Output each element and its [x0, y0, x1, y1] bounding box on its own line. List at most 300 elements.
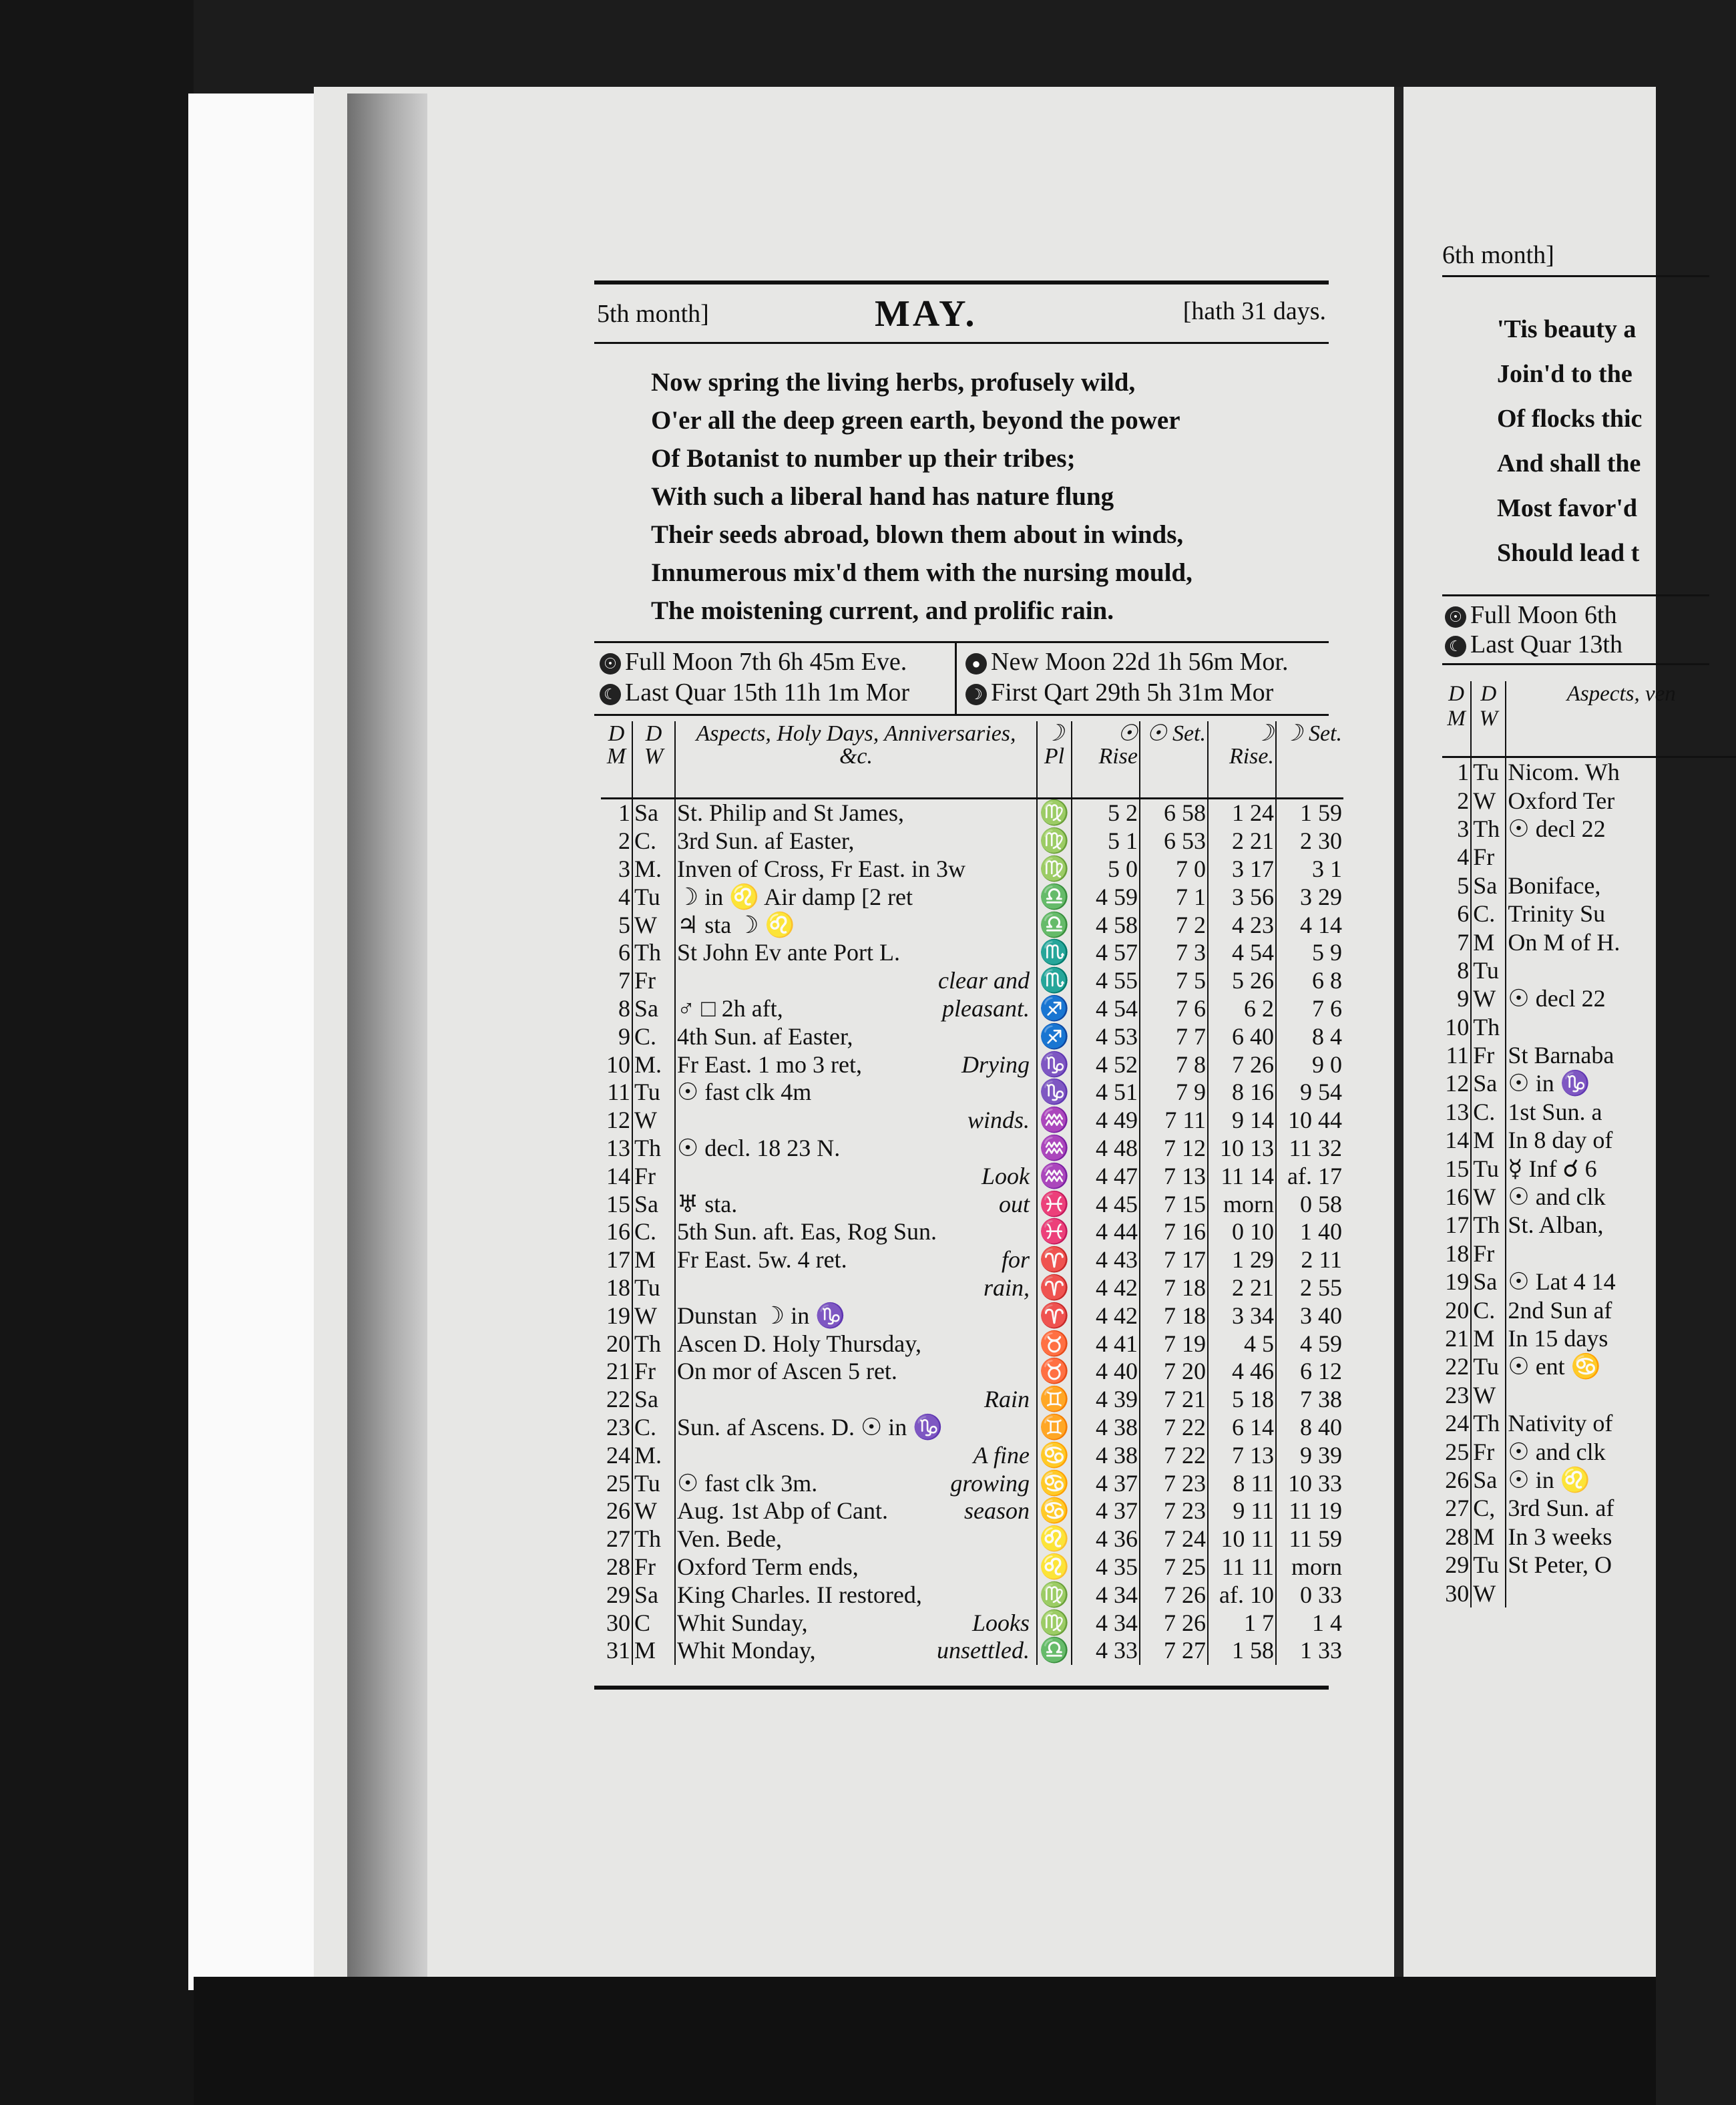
- aspect-text: 5th Sun. aft. Eas, Rog Sun.: [677, 1218, 937, 1246]
- table-row: [601, 1190, 1343, 1218]
- sun-set-cell: 7 11: [1140, 1107, 1208, 1135]
- aspect-text: King Charles. II restored,: [677, 1581, 922, 1608]
- moon-set-cell: 1 33: [1276, 1637, 1343, 1665]
- day-cell: 27: [1445, 1495, 1470, 1522]
- moon-place-cell: ♍: [1037, 799, 1072, 827]
- day-cell: 25: [1445, 1438, 1470, 1465]
- poem: [651, 363, 1292, 630]
- table-row: [1442, 872, 1736, 900]
- aspect-text: Ascen D. Holy Thursday,: [677, 1330, 921, 1357]
- moon-rise-cell: 4 46: [1208, 1358, 1276, 1386]
- day-cell: 3: [618, 855, 630, 882]
- moon-place-cell: ♒: [1037, 1107, 1072, 1135]
- moon-rise-cell: 3 17: [1208, 855, 1276, 884]
- moon-place-cell: ♈: [1037, 1302, 1072, 1330]
- moon-place-cell: ♊: [1037, 1414, 1072, 1442]
- aspect-text: 3rd Sun. af Easter,: [677, 827, 855, 855]
- moon-rise-cell: 1 58: [1208, 1637, 1276, 1665]
- moon-set-cell: 11 59: [1276, 1525, 1343, 1553]
- new-moon-icon: ●: [965, 653, 987, 675]
- day-cell: 22: [606, 1386, 630, 1413]
- table-row: [601, 883, 1343, 911]
- weekday-cell: Fr: [632, 1553, 675, 1581]
- day-cell: 11: [607, 1079, 630, 1106]
- day-cell: 6: [618, 939, 630, 966]
- aspect-text: Sun. af Ascens. D. ☉ in ♑: [677, 1413, 943, 1441]
- day-cell: 8: [618, 994, 630, 1022]
- weekday-cell: Sa: [1471, 1069, 1506, 1097]
- moon-place-cell: ♏: [1037, 939, 1072, 967]
- weather-note: Look: [982, 1162, 1030, 1189]
- weekday-cell: W: [632, 1107, 675, 1135]
- weekday-cell: Sa: [1471, 1466, 1506, 1494]
- sun-rise-cell: 4 45: [1072, 1190, 1140, 1218]
- poem-line: Most favor'd: [1497, 494, 1638, 522]
- table-row: [1442, 1494, 1736, 1522]
- table-row: [1442, 1551, 1736, 1579]
- sun-set-cell: 7 7: [1140, 1022, 1208, 1050]
- sun-set-cell: 7 21: [1140, 1386, 1208, 1414]
- weekday-cell: C.: [632, 827, 675, 855]
- calendar-body: [601, 799, 1343, 1665]
- day-cell: 15: [606, 1190, 630, 1217]
- col-day-of-month: D M: [601, 721, 632, 799]
- aspect-cell: [675, 1302, 1037, 1330]
- sun-rise-cell: 4 52: [1072, 1050, 1140, 1079]
- table-row: [1442, 1268, 1736, 1296]
- table-row: [601, 1609, 1343, 1637]
- moon-set-cell: 9 0: [1276, 1050, 1343, 1079]
- weather-note: Drying: [961, 1050, 1030, 1078]
- weekday-cell: Tu: [1471, 1352, 1506, 1380]
- day-cell: 13: [1445, 1098, 1470, 1125]
- moon-set-cell: morn: [1276, 1553, 1343, 1581]
- june-full-moon-text: Full Moon 6th: [1470, 601, 1617, 629]
- weekday-cell: M: [1471, 1523, 1506, 1551]
- moon-rise-cell: af. 10: [1208, 1581, 1276, 1609]
- weekday-cell: Th: [1471, 1013, 1506, 1041]
- aspect-cell: [675, 1135, 1037, 1163]
- day-cell: 12: [1445, 1070, 1470, 1097]
- moon-rise-cell: 6 40: [1208, 1022, 1276, 1050]
- table-row: [1442, 1013, 1736, 1041]
- moon-rise-cell: 2 21: [1208, 827, 1276, 855]
- moon-place-cell: ♐: [1037, 1022, 1072, 1050]
- poem-line: The moistening current, and prolific rain.: [651, 596, 1114, 625]
- day-cell: 21: [606, 1358, 630, 1385]
- moon-place-cell: ♈: [1037, 1274, 1072, 1302]
- month-number-label: 5th month]: [597, 300, 709, 328]
- weather-note: growing: [950, 1469, 1030, 1497]
- poem-line: And shall the: [1497, 449, 1641, 477]
- aspect-text: 4th Sun. af Easter,: [677, 1022, 853, 1050]
- weekday-cell: Th: [632, 1135, 675, 1163]
- moon-rise-cell: 5 18: [1208, 1386, 1276, 1414]
- day-cell: 11: [1446, 1042, 1470, 1069]
- moon-set-cell: 11 19: [1276, 1497, 1343, 1525]
- moon-set-cell: 3 40: [1276, 1302, 1343, 1330]
- table-row: [601, 1525, 1343, 1553]
- moon-rise-cell: 8 16: [1208, 1079, 1276, 1107]
- aspect-cell: Nicom. Wh: [1506, 757, 1736, 787]
- last-quarter-icon: ☾: [600, 684, 621, 705]
- weekday-cell: M: [1471, 1324, 1506, 1352]
- aspect-cell: Boniface,: [1506, 872, 1736, 900]
- moon-set-cell: 1 4: [1276, 1609, 1343, 1637]
- table-row: [601, 1274, 1343, 1302]
- june-last-quarter-text: Last Quar 13th: [1470, 630, 1622, 658]
- aspect-cell: On M of H.: [1506, 928, 1736, 956]
- day-cell: 2: [1457, 787, 1470, 814]
- sun-set-cell: 7 15: [1140, 1190, 1208, 1218]
- weekday-cell: W: [1471, 984, 1506, 1012]
- moon-set-cell: 3 1: [1276, 855, 1343, 884]
- moon-set-cell: 6 12: [1276, 1358, 1343, 1386]
- sun-rise-cell: 4 37: [1072, 1469, 1140, 1497]
- weekday-cell: M: [1471, 928, 1506, 956]
- aspect-text: Inven of Cross, Fr East. in 3w: [677, 855, 965, 882]
- moon-place-cell: ♎: [1037, 1637, 1072, 1665]
- sun-set-cell: 7 12: [1140, 1135, 1208, 1163]
- table-row: [601, 1581, 1343, 1609]
- table-row: [601, 1358, 1343, 1386]
- moon-set-cell: 2 30: [1276, 827, 1343, 855]
- weekday-cell: M: [632, 1246, 675, 1274]
- poem-line: Of flocks thic: [1497, 405, 1643, 433]
- sun-rise-cell: 4 42: [1072, 1302, 1140, 1330]
- sun-rise-cell: 5 2: [1072, 799, 1140, 827]
- weather-note: rain,: [983, 1274, 1030, 1301]
- poem-line: Now spring the living herbs, profusely wild,: [651, 368, 1136, 397]
- aspect-cell: [675, 1497, 1037, 1525]
- table-row: [1442, 1466, 1736, 1494]
- moon-set-cell: 10 44: [1276, 1107, 1343, 1135]
- sun-set-cell: 7 9: [1140, 1079, 1208, 1107]
- moon-place-cell: ♉: [1037, 1330, 1072, 1358]
- sun-set-cell: 7 24: [1140, 1525, 1208, 1553]
- moon-set-cell: 8 40: [1276, 1414, 1343, 1442]
- sun-rise-cell: 4 48: [1072, 1135, 1140, 1163]
- sun-rise-cell: 4 34: [1072, 1581, 1140, 1609]
- aspect-cell: [675, 1162, 1037, 1190]
- poem-line: Innumerous mix'd them with the nursing mould,: [651, 558, 1192, 587]
- weekday-cell: M: [632, 1637, 675, 1665]
- moon-set-cell: 0 58: [1276, 1190, 1343, 1218]
- day-cell: 13: [606, 1134, 630, 1161]
- table-row: [1442, 843, 1736, 871]
- weekday-cell: M: [1471, 1126, 1506, 1154]
- poem-line: Join'd to the: [1497, 360, 1633, 388]
- first-quarter-text: First Qart 29th 5h 31m Mor: [991, 679, 1274, 707]
- day-cell: 10: [606, 1050, 630, 1078]
- col-day-of-month: D M: [1442, 681, 1471, 757]
- moon-set-cell: 9 39: [1276, 1441, 1343, 1469]
- sun-set-cell: 7 26: [1140, 1609, 1208, 1637]
- moon-rise-cell: 0 10: [1208, 1218, 1276, 1246]
- weekday-cell: W: [1471, 786, 1506, 814]
- new-moon-text: New Moon 22d 1h 56m Mor.: [991, 648, 1289, 676]
- days-count-label: [hath 31 days.: [1182, 297, 1326, 325]
- aspect-text: Ven. Bede,: [677, 1525, 782, 1553]
- moon-place-cell: ♉: [1037, 1358, 1072, 1386]
- col-day-of-week: D W: [1471, 681, 1506, 757]
- moon-set-cell: 0 33: [1276, 1581, 1343, 1609]
- aspect-cell: ☿ Inf ☌ 6: [1506, 1154, 1736, 1182]
- table-row: [1442, 1352, 1736, 1380]
- page-edge-shadow: [347, 93, 427, 1977]
- poem-line: 'Tis beauty a: [1497, 315, 1637, 343]
- day-cell: 7: [1457, 928, 1470, 956]
- sun-set-cell: 7 1: [1140, 883, 1208, 911]
- aspect-cell: [675, 1553, 1037, 1581]
- moon-place-cell: ♋: [1037, 1469, 1072, 1497]
- table-row: [1442, 1211, 1736, 1239]
- day-cell: 14: [1445, 1127, 1470, 1154]
- aspect-cell: ☉ ent ♋: [1506, 1352, 1736, 1380]
- aspect-cell: [675, 883, 1037, 911]
- col-moon-set: ☽ Set.: [1276, 721, 1343, 799]
- day-cell: 6: [1457, 900, 1470, 928]
- aspect-text: Fr East. 5w. 4 ret.: [677, 1246, 847, 1274]
- aspect-cell: [675, 799, 1037, 827]
- moon-set-cell: 1 59: [1276, 799, 1343, 827]
- aspect-cell: 1st Sun. a: [1506, 1098, 1736, 1126]
- sun-rise-cell: 5 1: [1072, 827, 1140, 855]
- moon-set-cell: 11 32: [1276, 1135, 1343, 1163]
- table-header-row: [1442, 681, 1736, 757]
- moon-rise-cell: 1 29: [1208, 1246, 1276, 1274]
- moon-rise-cell: 9 14: [1208, 1107, 1276, 1135]
- table-row: [1442, 1041, 1736, 1069]
- sun-set-cell: 7 3: [1140, 939, 1208, 967]
- table-row: [601, 1162, 1343, 1190]
- sun-rise-cell: 4 54: [1072, 995, 1140, 1023]
- new-moon: [965, 647, 1288, 677]
- sun-rise-cell: 4 44: [1072, 1218, 1140, 1246]
- last-quarter-icon: ☾: [1445, 636, 1466, 657]
- aspect-cell: ☉ and clk: [1506, 1183, 1736, 1211]
- day-cell: 10: [1445, 1013, 1470, 1040]
- aspect-cell: St Barnaba: [1506, 1041, 1736, 1069]
- weather-note: unsettled.: [937, 1637, 1030, 1664]
- day-cell: 23: [1445, 1381, 1470, 1408]
- day-cell: 9: [1457, 985, 1470, 1012]
- table-row: [601, 1330, 1343, 1358]
- full-moon-text: Full Moon 7th 6h 45m Eve.: [625, 648, 907, 676]
- moon-rise-cell: 11 14: [1208, 1162, 1276, 1190]
- sun-rise-cell: 5 0: [1072, 855, 1140, 884]
- sun-rise-cell: 4 53: [1072, 1022, 1140, 1050]
- weekday-cell: C,: [1471, 1494, 1506, 1522]
- poem-line: Of Botanist to number up their tribes;: [651, 444, 1076, 473]
- aspect-text: Whit Sunday,: [677, 1609, 808, 1636]
- aspect-cell: Trinity Su: [1506, 900, 1736, 928]
- weekday-cell: C.: [1471, 1296, 1506, 1324]
- table-row: [601, 939, 1343, 967]
- table-row: [601, 1218, 1343, 1246]
- full-moon: [600, 647, 907, 677]
- aspect-text: Dunstan ☽ in ♑: [677, 1302, 846, 1329]
- june-header-rule: [1442, 275, 1709, 277]
- day-cell: 18: [1445, 1239, 1470, 1267]
- day-cell: 21: [1445, 1325, 1470, 1352]
- aspect-cell: [675, 855, 1037, 884]
- aspect-text: Fr East. 1 mo 3 ret,: [677, 1050, 862, 1078]
- aspect-text: ☉ decl. 18 23 N.: [677, 1134, 841, 1161]
- full-moon-icon: ☉: [600, 653, 621, 675]
- day-cell: 19: [1445, 1268, 1470, 1296]
- bottom-rule: [594, 1686, 1329, 1690]
- day-cell: 1: [1457, 759, 1470, 786]
- day-cell: 2: [618, 827, 630, 855]
- table-row: [601, 967, 1343, 995]
- weekday-cell: Fr: [1471, 1239, 1506, 1268]
- weekday-cell: W: [632, 1302, 675, 1330]
- moon-place-cell: ♌: [1037, 1525, 1072, 1553]
- table-row: [601, 1107, 1343, 1135]
- aspect-cell: In 15 days: [1506, 1324, 1736, 1352]
- moon-set-cell: 10 33: [1276, 1469, 1343, 1497]
- day-cell: 14: [606, 1162, 630, 1189]
- day-cell: 8: [1457, 956, 1470, 984]
- table-row: [601, 1441, 1343, 1469]
- sun-rise-cell: 4 34: [1072, 1609, 1140, 1637]
- moon-place-cell: ♓: [1037, 1218, 1072, 1246]
- sun-set-cell: 7 0: [1140, 855, 1208, 884]
- table-row: [601, 1302, 1343, 1330]
- aspect-cell: ☉ in ♌: [1506, 1466, 1736, 1494]
- moon-phases: [594, 641, 1329, 716]
- table-row: [601, 1246, 1343, 1274]
- moon-rise-cell: 7 13: [1208, 1441, 1276, 1469]
- margin-strip: [188, 93, 315, 1990]
- moon-place-cell: ♓: [1037, 1190, 1072, 1218]
- moon-rise-cell: 4 23: [1208, 911, 1276, 939]
- moon-place-cell: ♍: [1037, 1609, 1072, 1637]
- weekday-cell: Tu: [1471, 1154, 1506, 1182]
- sun-set-cell: 7 13: [1140, 1162, 1208, 1190]
- moon-rise-cell: 8 11: [1208, 1469, 1276, 1497]
- aspect-cell: [1506, 1239, 1736, 1268]
- weekday-cell: Sa: [632, 799, 675, 827]
- weekday-cell: Sa: [1471, 872, 1506, 900]
- aspect-cell: [675, 827, 1037, 855]
- table-row: [1442, 815, 1736, 843]
- table-row: [1442, 1098, 1736, 1126]
- weekday-cell: M.: [632, 855, 675, 884]
- moon-set-cell: 2 55: [1276, 1274, 1343, 1302]
- table-row: [1442, 1409, 1736, 1437]
- weekday-cell: W: [1471, 1579, 1506, 1607]
- weekday-cell: W: [632, 1497, 675, 1525]
- table-row: [1442, 1579, 1736, 1607]
- table-row: [1442, 786, 1736, 814]
- aspect-cell: [675, 911, 1037, 939]
- day-cell: 9: [618, 1022, 630, 1050]
- film-border-bottom: [194, 1977, 1656, 2105]
- table-row: [1442, 1437, 1736, 1465]
- table-row: [601, 1469, 1343, 1497]
- sun-set-cell: 7 26: [1140, 1581, 1208, 1609]
- day-cell: 20: [606, 1330, 630, 1357]
- day-cell: 24: [606, 1441, 630, 1469]
- moon-rise-cell: 6 2: [1208, 995, 1276, 1023]
- aspect-cell: St. Alban,: [1506, 1211, 1736, 1239]
- sun-rise-cell: 4 49: [1072, 1107, 1140, 1135]
- sun-set-cell: 7 2: [1140, 911, 1208, 939]
- day-cell: 16: [1445, 1183, 1470, 1211]
- aspect-cell: [675, 1107, 1037, 1135]
- moon-set-cell: af. 17: [1276, 1162, 1343, 1190]
- weekday-cell: W: [1471, 1183, 1506, 1211]
- table-row: [1442, 1239, 1736, 1268]
- first-quarter-icon: ☽: [965, 684, 987, 705]
- weekday-cell: Fr: [632, 967, 675, 995]
- moon-place-cell: ♎: [1037, 911, 1072, 939]
- day-cell: 30: [606, 1609, 630, 1636]
- moon-set-cell: 5 9: [1276, 939, 1343, 967]
- moon-set-cell: 1 40: [1276, 1218, 1343, 1246]
- aspect-cell: ☉ and clk: [1506, 1437, 1736, 1465]
- aspect-cell: [675, 1441, 1037, 1469]
- june-last-quarter: [1445, 630, 1622, 659]
- sun-rise-cell: 4 59: [1072, 883, 1140, 911]
- aspect-cell: [1506, 843, 1736, 871]
- aspect-cell: 2nd Sun af: [1506, 1296, 1736, 1324]
- aspect-cell: In 3 weeks: [1506, 1523, 1736, 1551]
- aspect-cell: [675, 1469, 1037, 1497]
- sun-set-cell: 7 16: [1140, 1218, 1208, 1246]
- table-row: [601, 1050, 1343, 1079]
- aspect-cell: [675, 1022, 1037, 1050]
- weekday-cell: W: [1471, 1381, 1506, 1409]
- moon-set-cell: 4 14: [1276, 911, 1343, 939]
- aspect-cell: 3rd Sun. af: [1506, 1494, 1736, 1522]
- weekday-cell: Th: [632, 939, 675, 967]
- june-calendar-body: [1442, 757, 1736, 1607]
- calendar-table: [601, 721, 1342, 1665]
- june-poem: [1497, 307, 1642, 576]
- table-row: [601, 1386, 1343, 1414]
- moon-set-cell: 8 4: [1276, 1022, 1343, 1050]
- day-cell: 29: [606, 1581, 630, 1608]
- weekday-cell: Sa: [1471, 1268, 1506, 1296]
- table-row: [601, 799, 1343, 827]
- weather-note: winds.: [967, 1107, 1030, 1134]
- full-moon-icon: ☉: [1445, 606, 1466, 628]
- table-row: [1442, 900, 1736, 928]
- june-full-moon: [1445, 600, 1617, 630]
- sun-rise-cell: 4 51: [1072, 1079, 1140, 1107]
- col-day-of-week: D W: [632, 721, 675, 799]
- weekday-cell: Tu: [632, 1274, 675, 1302]
- table-row: [601, 1497, 1343, 1525]
- weekday-cell: Fr: [632, 1162, 675, 1190]
- month-header: [594, 293, 1329, 339]
- moon-place-cell: ♌: [1037, 1553, 1072, 1581]
- weekday-cell: Fr: [632, 1358, 675, 1386]
- sun-rise-cell: 4 41: [1072, 1330, 1140, 1358]
- aspect-cell: [675, 1358, 1037, 1386]
- moon-place-cell: ♋: [1037, 1441, 1072, 1469]
- weekday-cell: C.: [632, 1414, 675, 1442]
- table-row: [1442, 1069, 1736, 1097]
- table-row: [1442, 757, 1736, 787]
- sun-set-cell: 7 22: [1140, 1441, 1208, 1469]
- sun-set-cell: 7 22: [1140, 1414, 1208, 1442]
- weekday-cell: Th: [1471, 1409, 1506, 1437]
- weather-note: Rain: [984, 1386, 1030, 1413]
